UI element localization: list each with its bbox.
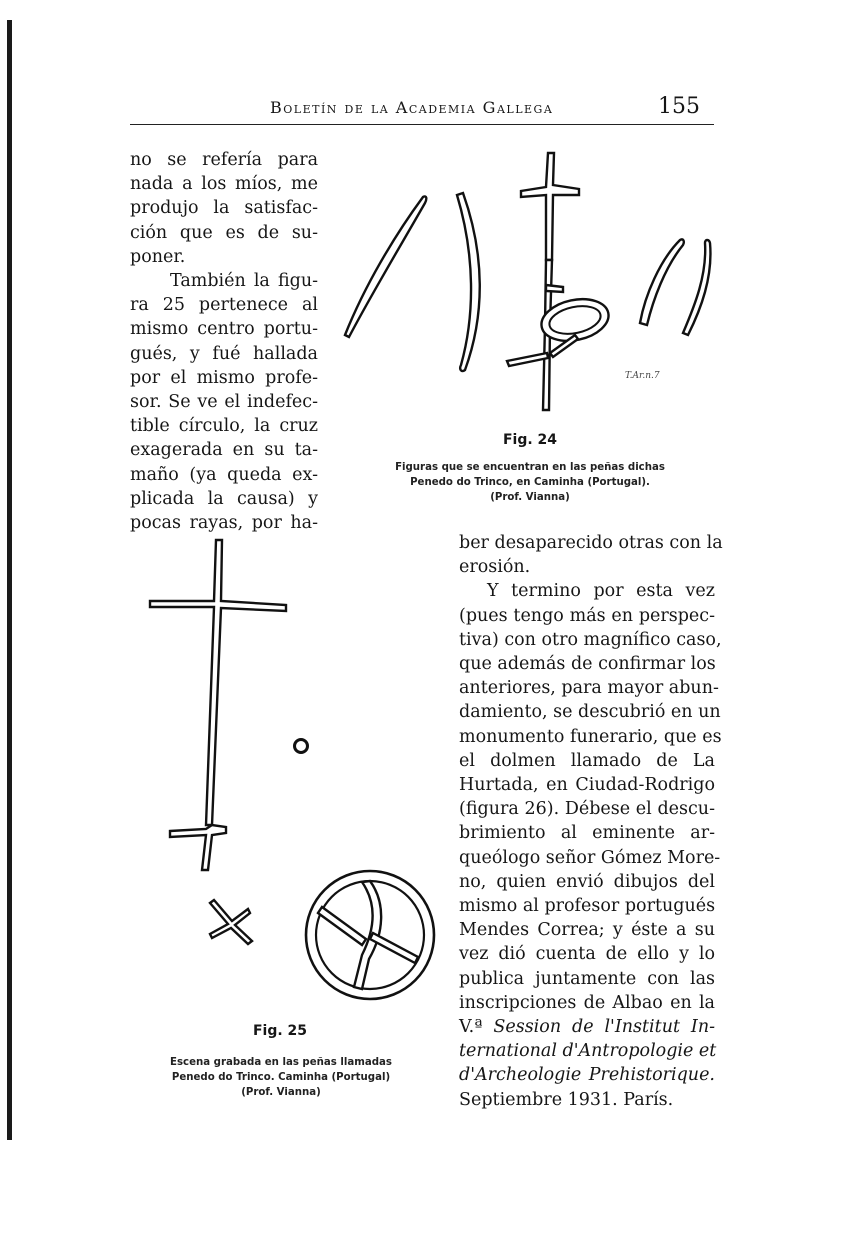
text-line: vez dió cuenta de ello y lo — [459, 944, 715, 965]
caption-line: (Prof. Vianna) — [490, 492, 570, 503]
text-line: monumento funerario, que es — [459, 726, 722, 747]
caption-line: Figuras que se encuentran en las peñas dichas — [395, 462, 665, 473]
text-line: damiento, se descubrió en un — [459, 702, 721, 723]
figure-24-label: Fig. 24 — [502, 432, 558, 448]
text-line: queólogo señor Gómez More- — [459, 847, 721, 868]
right-column-text — [459, 531, 723, 1112]
engraved-cross-ring — [507, 153, 612, 410]
text-line: produjo la satisfac- — [130, 198, 318, 219]
text-line: no, quien envió dibujos del — [459, 871, 715, 892]
figure-25-label: Fig. 25 — [252, 1023, 308, 1039]
text-line: sor. Se ve el indefec- — [130, 392, 318, 413]
text-line: Mendes Correa; y éste a su — [459, 920, 715, 941]
text-line: Hurtada, en Ciudad-Rodrigo — [459, 775, 715, 796]
text-line: ber desaparecido otras con la — [459, 533, 723, 553]
text-line: anteriores, para mayor abun- — [459, 678, 719, 699]
engraved-small-circle — [295, 740, 308, 753]
text-line: ra 25 pertenece al — [130, 295, 318, 316]
artist-signature: T.Ar.n.7 — [625, 371, 660, 381]
text-line: exagerada en su ta- — [130, 440, 318, 461]
text-line: También la figu- — [170, 271, 318, 292]
text-line: (pues tengo más en perspec- — [459, 605, 715, 626]
figure-25 — [140, 535, 440, 1020]
caption-line: Escena grabada en las peñas llamadas — [170, 1057, 392, 1068]
italic-text: ternational d'Antropologie et — [459, 1041, 717, 1062]
engraved-curve — [457, 193, 480, 371]
text-line — [459, 1015, 715, 1039]
text-line: que además de confirmar los — [459, 654, 716, 675]
running-header — [130, 90, 714, 125]
text-line: brimiento al eminente ar- — [459, 823, 715, 844]
engraved-slash-right-2 — [683, 240, 710, 335]
text-fragment: V.ª — [459, 1017, 494, 1038]
text-line: no se refería para — [130, 150, 318, 170]
text-line: nada a los míos, me — [130, 174, 318, 195]
text-line: maño (ya queda ex- — [130, 464, 318, 485]
caption-line: Penedo do Trinco, en Caminha (Portugal). — [410, 477, 650, 488]
text-line: publica juntamente con las — [459, 968, 715, 989]
journal-title: Boletín de la Academia Gallega — [270, 98, 554, 117]
text-line: gués, y fué hallada — [130, 343, 318, 364]
text-line: Septiembre 1931. París. — [459, 1089, 674, 1110]
figure-24-caption — [370, 460, 690, 505]
binding-shadow — [7, 20, 12, 1140]
text-line: (figura 26). Débese el descu- — [459, 799, 715, 820]
text-line: Y termino por esta vez — [487, 581, 715, 602]
engraved-wheel — [306, 871, 434, 999]
text-line: el dolmen llamado de La — [459, 750, 715, 771]
figure-24-engraving — [335, 145, 720, 430]
text-line: inscripciones de Albao en la — [459, 992, 715, 1013]
italic-text: Session de l'Institut In- — [493, 1017, 715, 1038]
text-line: tible círculo, la cruz — [130, 416, 318, 437]
text-line: mismo centro portu- — [130, 319, 318, 340]
text-line: erosión. — [459, 557, 531, 578]
text-line: plicada la causa) y — [130, 488, 318, 509]
text-line: por el mismo profe- — [130, 367, 318, 388]
text-line: poner. — [130, 246, 186, 267]
engraved-small-cross — [210, 900, 252, 944]
text-line: ción que es de su- — [130, 222, 318, 243]
caption-line: (Prof. Vianna) — [241, 1087, 321, 1098]
figure-24 — [335, 145, 720, 430]
italic-text: d'Archeologie Prehistorique. — [459, 1065, 715, 1086]
text-line: tiva) con otro magnífico caso, — [459, 629, 722, 650]
left-column-text — [130, 148, 318, 535]
figure-25-caption — [140, 1055, 422, 1100]
text-line: mismo al profesor portugués — [459, 896, 716, 917]
caption-line: Penedo do Trinco. Caminha (Portugal) — [171, 1072, 391, 1083]
page-binding-edge — [0, 0, 22, 1246]
text-line: pocas rayas, por ha- — [130, 513, 318, 534]
engraved-slash-right-1 — [640, 239, 684, 325]
figure-25-engraving — [140, 535, 440, 1020]
page-number: 155 — [658, 94, 700, 119]
engraved-tall-cross — [150, 540, 286, 870]
engraved-slash — [345, 196, 426, 337]
